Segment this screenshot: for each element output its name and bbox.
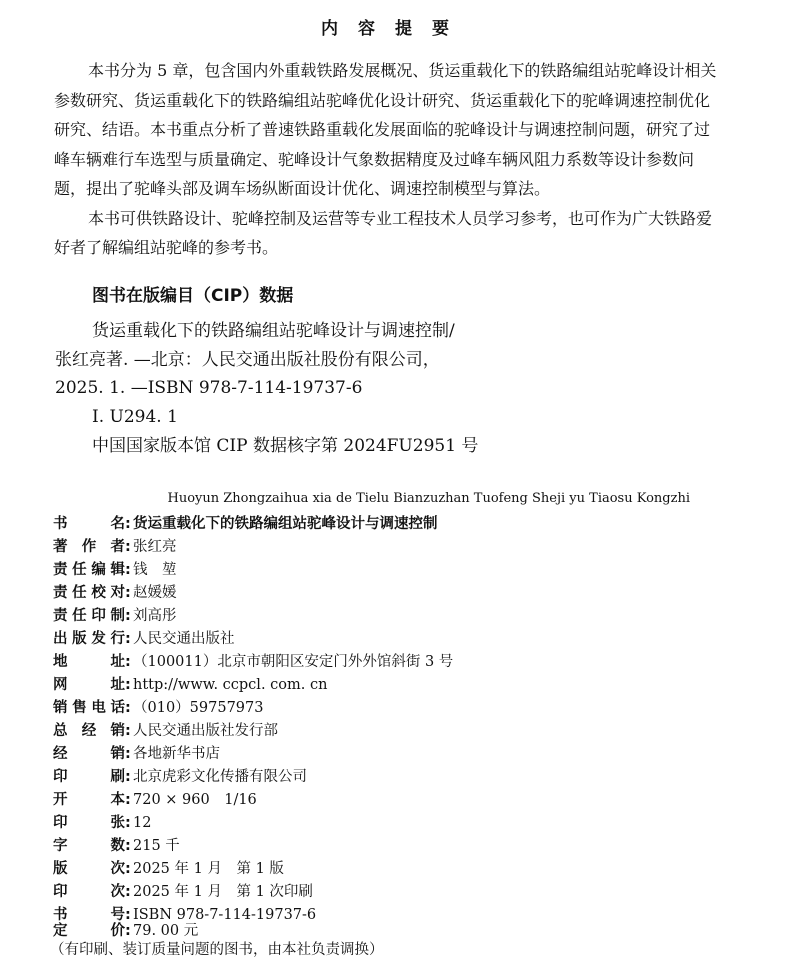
row-value: 货运重载化下的铁路编组站驼峰设计与调速控制 — [133, 516, 438, 532]
summary-line: 本书可供铁路设计、驼峰控制及运营等专业工程技术人员学习参考，也可作为广大铁路爱 — [88, 209, 713, 228]
row-label: 总经销 — [53, 723, 125, 739]
row-value: 各地新华书店 — [133, 746, 220, 762]
row-label: 地址 — [53, 654, 125, 670]
row-label: 网址 — [53, 677, 125, 693]
row-label: 字数 — [53, 838, 125, 854]
cip-line: 货运重载化下的铁路编组站驼峰设计与调速控制/ — [92, 321, 455, 341]
row-label: 书名 — [53, 516, 125, 532]
row-value: 720 × 960 1/16 — [133, 792, 257, 808]
row-value: 人民交通出版社发行部 — [133, 723, 278, 739]
row-label: 出版发行 — [53, 631, 125, 647]
cip-line: 2025. 1. —ISBN 978-7-114-19737-6 — [55, 378, 363, 398]
summary-line: 参数研究、货运重载化下的铁路编组站驼峰优化设计研究、货运重载化下的驼峰调速控制优化 — [54, 91, 711, 110]
website-link[interactable]: http://www. ccpcl. com. cn — [133, 677, 328, 693]
row-label: 印次 — [53, 884, 125, 900]
cip-line: 张红亮著. —北京：人民交通出版社股份有限公司， — [55, 350, 440, 370]
row-label: 著作者 — [53, 539, 125, 555]
row-value: 2025 年 1 月 第 1 版 — [133, 861, 284, 877]
row-value: 北京虎彩文化传播有限公司 — [133, 769, 307, 785]
row-value: 215 千 — [133, 838, 180, 854]
row-value: 人民交通出版社 — [133, 631, 235, 647]
row-value: 79. 00 元 — [133, 923, 199, 939]
summary-line: 题，提出了驼峰头部及调车场纵断面设计优化、调速控制模型与算法。 — [54, 179, 551, 198]
row-label: 书号 — [53, 907, 125, 923]
row-label: 印刷 — [53, 769, 125, 785]
quality-note: （有印刷、装订质量问题的图书，由本社负责调换） — [50, 942, 384, 958]
row-label: 定价 — [53, 923, 125, 939]
summary-line: 好者了解编组站驼峰的参考书。 — [54, 238, 279, 257]
row-value: （100011）北京市朝阳区安定门外外馆斜街 3 号 — [133, 654, 454, 670]
pinyin-title: Huoyun Zhongzaihua xia de Tielu Bianzuzhan Tuofeng Sheji yu Tiaosu Kongzhi — [167, 491, 690, 506]
row-value: 刘高彤 — [133, 608, 177, 624]
summary-line: 本书分为 5 章，包含国内外重载铁路发展概况、货运重载化下的铁路编组站驼峰设计相关 — [88, 61, 717, 80]
row-label: 责任校对 — [53, 585, 125, 601]
cip-heading: 图书在版编目（CIP）数据 — [92, 286, 294, 306]
row-label: 销售电话 — [53, 700, 125, 716]
row-label: 开本 — [53, 792, 125, 808]
summary-line: 峰车辆难行车选型与质量确定、驼峰设计气象数据精度及过峰车辆风阻力系数等设计参数问 — [54, 150, 695, 169]
summary-title: 内容提要 — [321, 19, 469, 39]
row-value: 2025 年 1 月 第 1 次印刷 — [133, 884, 313, 900]
row-label: 责任印制 — [53, 608, 125, 624]
row-value: ISBN 978-7-114-19737-6 — [133, 907, 317, 923]
row-value: 12 — [133, 815, 152, 831]
row-label: 责任编辑 — [53, 562, 125, 578]
cip-line: Ⅰ. U294. 1 — [92, 407, 178, 427]
cip-line: 中国国家版本馆 CIP 数据核字第 2024FU2951 号 — [92, 436, 479, 456]
row-label: 版次 — [53, 861, 125, 877]
row-value: （010）59757973 — [133, 700, 264, 716]
row-label: 印张 — [53, 815, 125, 831]
row-value: 赵媛媛 — [133, 585, 177, 601]
row-value: 张红亮 — [133, 539, 177, 555]
summary-line: 研究、结语。本书重点分析了普速铁路重载化发展面临的驼峰设计与调速控制问题，研究了过 — [54, 120, 711, 139]
row-value: 钱 堃 — [133, 562, 177, 578]
row-label: 经销 — [53, 746, 125, 762]
